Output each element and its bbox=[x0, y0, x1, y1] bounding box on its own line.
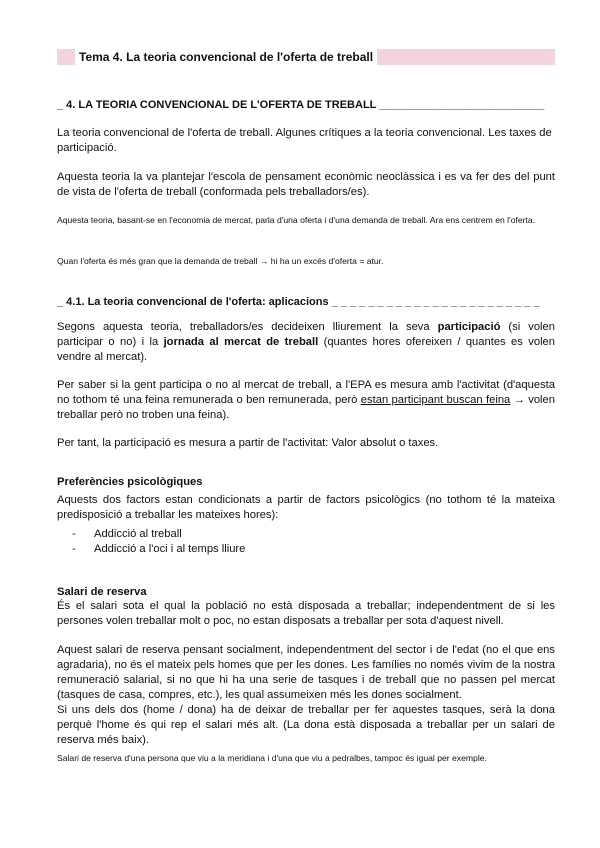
text-run: Segons aquesta teoria, treballadors/es decideixen lliurement la seva bbox=[57, 321, 438, 333]
text-run: Per saber si la gent participa o no al mercat de treball, a l'EPA es mesura amb l'activitat (d'aquesta no tothom té una feina remunerada o ben remunerada, però bbox=[57, 379, 555, 406]
subheading-salari: Salari de reserva bbox=[57, 586, 147, 598]
intro-paragraph-2: Aquesta teoria la va plantejar l'escola de pensament econòmic neoclàssica i es va fer des del punt de vista de l'oferta de treball (conformada pels treballadors/es). bbox=[57, 171, 555, 198]
list-dash: - bbox=[72, 528, 76, 540]
list-item bbox=[72, 527, 552, 542]
title-bar bbox=[57, 48, 555, 65]
intro-paragraph-1: La teoria convencional de l'oferta de treball. Algunes crítiques a la teoria convencional. Les taxes de participació. bbox=[57, 127, 552, 154]
paragraph-salari-1: És el salari sota el qual la població no està disposada a treballar; independentment de si les persones volen treballar molt o poc, no estan disposats a treballar per sota d'aquest nivell. bbox=[57, 600, 555, 627]
title-highlight-left bbox=[57, 49, 75, 65]
note-paragraph-2: Quan l'oferta és més gran que la demanda de treball → hi ha un excés d'oferta = atur. bbox=[57, 256, 384, 266]
list-item bbox=[72, 542, 552, 557]
list-item-text: Addicció al treball bbox=[94, 528, 182, 540]
document-title: Tema 4. La teoria convencional de l'oferta de treball bbox=[79, 49, 374, 64]
text-run: (quantes hores ofereixen / quantes es volen vendre al mercat). bbox=[57, 336, 555, 363]
preferences-list bbox=[72, 527, 552, 557]
list-item-text: Addicció a l'oci i al temps lliure bbox=[94, 543, 246, 555]
section-heading-4-1: _ 4.1. La teoria convencional de l'oferta: aplicacions _ _ _ _ _ _ _ _ _ _ _ _ _ _ _ _ _ _ _ _ _ _ _ bbox=[57, 296, 540, 308]
text-run: (si volen participar o no) i la bbox=[57, 321, 555, 348]
paragraph-epa bbox=[57, 378, 555, 423]
list-dash: - bbox=[72, 543, 76, 555]
paragraph-per-tant: Per tant, la participació es mesura a partir de l'activitat: Valor absolut o taxes. bbox=[57, 437, 439, 449]
underlined-text: estan participant buscan feina bbox=[360, 394, 511, 406]
section-heading-4: _ 4. LA TEORIA CONVENCIONAL DE L'OFERTA DE TREBALL ___________________________ bbox=[57, 99, 545, 111]
note-paragraph-salari: Salari de reserva d'una persona que viu a la meridiana i d'una que viu a pedralbes, tampoc és igual per exemple. bbox=[57, 753, 487, 763]
paragraph-salari-2: Aquest salari de reserva pensant socialment, independentment del sector i de l'edat (no el que ens agradaria), no és el mateix pels homes que per les dones. Les famílies no només vivim de la nostra remuneració salarial, si no que hi ha una serie de tasques i de treball que no passen pel mercat (tasques de casa, compres, etc.), les qual assumeixen més les dones socialment. bbox=[57, 644, 555, 701]
text-run: → volen treballar però no troben una feina). bbox=[57, 394, 555, 421]
paragraph-salari-3: Si uns dels dos (home / dona) ha de deixar de treballar per fer aquestes tasques, serà la dona perquè l'home és qui rep el salari més alt. (La dona està disposada a treballar per un salari de reserva més baix). bbox=[57, 704, 555, 746]
bold-participacio: participació bbox=[437, 321, 501, 333]
bold-jornada: jornada al mercat de treball bbox=[163, 336, 319, 348]
subheading-preferencies: Preferències psicològiques bbox=[57, 476, 203, 488]
note-paragraph-1: Aquesta teoria, basant-se en l'economia de mercat, parla d'una oferta i d'una demanda de treball. Ara ens centrem en l'oferta. bbox=[57, 215, 536, 225]
paragraph-participacio bbox=[57, 320, 555, 365]
paragraph-preferencies: Aquests dos factors estan condicionats a partir de factors psicològics (no tothom té la mateixa predisposició a treballar les mateixes hores): bbox=[57, 494, 555, 521]
title-highlight-right bbox=[377, 49, 555, 65]
